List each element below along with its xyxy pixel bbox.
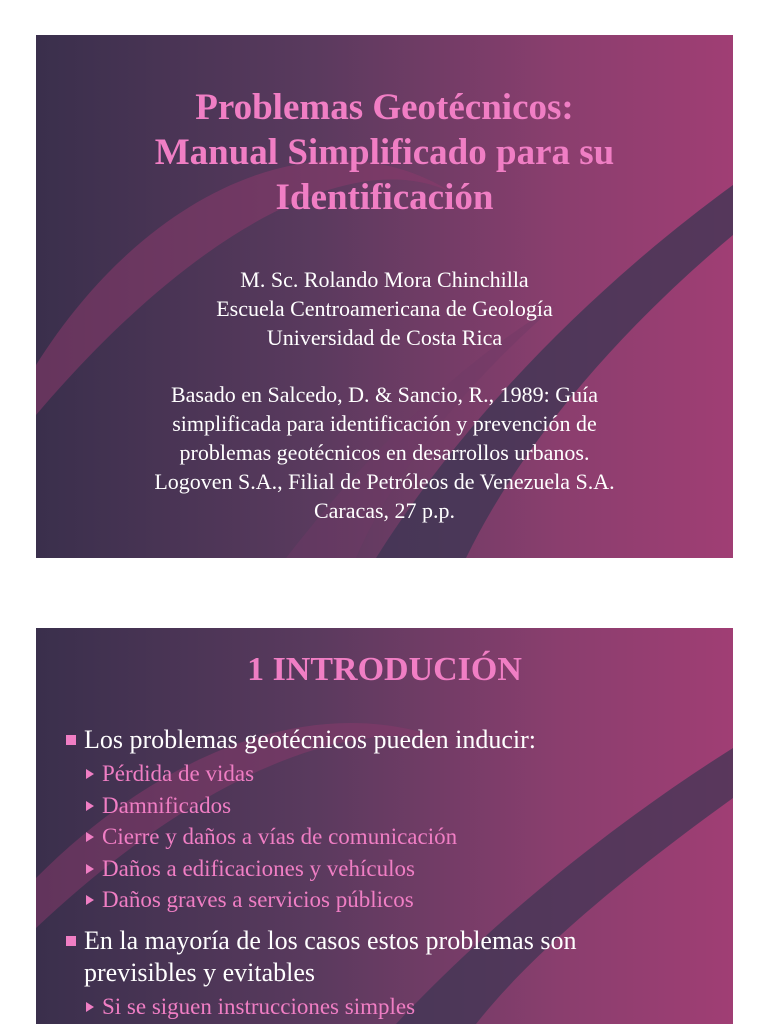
reference-line: Caracas, 27 p.p. xyxy=(313,498,456,523)
sub-bullet-text: Pérdida de vidas xyxy=(102,761,255,786)
sub-bullet-item xyxy=(86,758,713,790)
triangle-bullet-icon xyxy=(86,1002,94,1012)
triangle-bullet-icon xyxy=(86,832,94,842)
triangle-bullet-icon xyxy=(86,864,94,874)
author-block xyxy=(36,265,733,352)
title-line: Manual Simplificado para su xyxy=(154,132,615,173)
bullet-item xyxy=(64,925,713,989)
sub-bullet-text: Cierre y daños a vías de comunicación xyxy=(102,824,458,849)
sub-bullet-list xyxy=(86,758,713,916)
author-line: Universidad de Costa Rica xyxy=(266,325,503,350)
reference-block xyxy=(36,380,733,525)
sub-bullet-text: Damnificados xyxy=(102,792,232,818)
sub-bullet-item xyxy=(86,991,713,1023)
sub-bullet-item xyxy=(86,821,713,853)
sub-bullet-list xyxy=(86,991,713,1023)
sub-bullet-text: Daños graves a servicios públicos xyxy=(102,887,414,912)
sub-bullet-item xyxy=(86,790,713,822)
slide-introduction xyxy=(36,628,733,1024)
bullet-text: En la mayoría de los casos estos problemas son xyxy=(84,926,577,955)
sub-bullet-text: Daños a edificaciones y vehículos xyxy=(102,855,415,881)
author-line: Escuela Centroamericana de Geología xyxy=(216,296,553,321)
sub-bullet-text: Si se siguen instrucciones simples xyxy=(102,994,416,1019)
reference-line: problemas geotécnicos en desarrollos urbanos. xyxy=(179,440,590,465)
bullet-text: Los problemas geotécnicos pueden inducir: xyxy=(84,725,536,754)
slide-title-text xyxy=(36,85,733,220)
title-line: Identificación xyxy=(275,177,494,218)
reference-line: Basado en Salcedo, D. & Sancio, R., 1989: Guía xyxy=(170,382,599,407)
square-bullet-icon xyxy=(66,936,76,946)
reference-line: simplificada para identificación y prevención de xyxy=(172,411,597,436)
triangle-bullet-icon xyxy=(86,801,94,811)
sub-bullet-item xyxy=(86,853,713,885)
triangle-bullet-icon xyxy=(86,895,94,905)
slide-title xyxy=(36,35,733,558)
bullet-text: previsibles y evitables xyxy=(84,958,316,987)
author-line: M. Sc. Rolando Mora Chinchilla xyxy=(240,267,529,292)
reference-line: Logoven S.A., Filial de Petróleos de Venezuela S.A. xyxy=(154,469,615,494)
square-bullet-icon xyxy=(66,735,76,745)
bullet-item xyxy=(64,724,713,756)
triangle-bullet-icon xyxy=(86,769,94,779)
sub-bullet-item xyxy=(86,884,713,916)
title-line: Problemas Geotécnicos: xyxy=(195,87,574,128)
slide-heading: 1 INTRODUCIÓN xyxy=(247,651,522,688)
